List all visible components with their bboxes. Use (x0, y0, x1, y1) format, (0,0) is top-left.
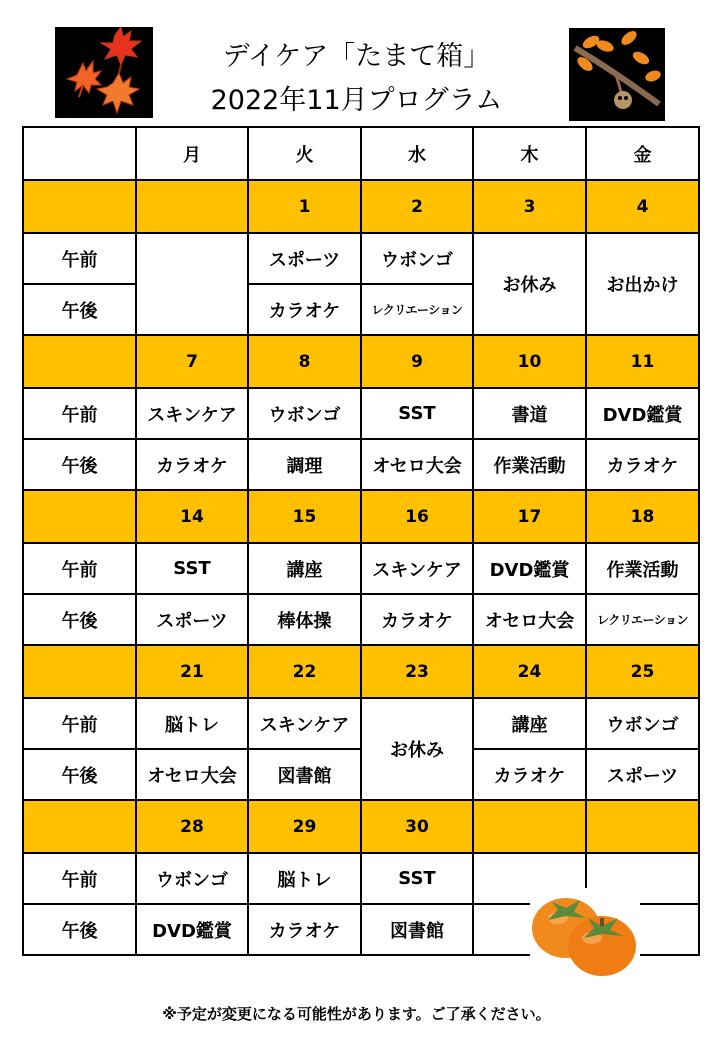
program-cell: お休み (361, 698, 473, 800)
program-cell: 図書館 (248, 749, 361, 800)
program-cell: カラオケ (248, 904, 361, 955)
date-row (23, 180, 699, 233)
program-cell: 作業活動 (473, 439, 586, 490)
am-label: 午前 (23, 388, 136, 439)
am-row (23, 233, 699, 284)
date-cell: 23 (361, 645, 473, 698)
am-label: 午前 (23, 233, 136, 284)
program-cell: 図書館 (361, 904, 473, 955)
day-header-thu: 木 (473, 127, 586, 180)
day-header-mon: 月 (136, 127, 248, 180)
program-cell: レクリエーション (361, 284, 473, 335)
am-label: 午前 (23, 543, 136, 594)
program-cell: オセロ大会 (136, 749, 248, 800)
date-cell (473, 800, 586, 853)
date-row (23, 800, 699, 853)
date-cell: 30 (361, 800, 473, 853)
program-cell: 講座 (248, 543, 361, 594)
program-cell: スキンケア (361, 543, 473, 594)
program-cell: お休み (473, 233, 586, 335)
pm-label: 午後 (23, 594, 136, 645)
weekday-header-row (23, 127, 699, 180)
date-cell: 25 (586, 645, 699, 698)
date-cell: 17 (473, 490, 586, 543)
program-cell: ウボンゴ (136, 853, 248, 904)
persimmon-icon (530, 888, 640, 980)
date-cell: 2 (361, 180, 473, 233)
program-cell: カラオケ (248, 284, 361, 335)
am-label: 午前 (23, 853, 136, 904)
date-cell: 16 (361, 490, 473, 543)
am-row (23, 543, 699, 594)
date-cell: 7 (136, 335, 248, 388)
date-cell: 8 (248, 335, 361, 388)
page-subtitle: 2022年11月プログラム (210, 85, 503, 116)
date-cell: 4 (586, 180, 699, 233)
program-cell: カラオケ (361, 594, 473, 645)
program-cell: スポーツ (248, 233, 361, 284)
date-label-cell (23, 490, 136, 543)
program-cell: カラオケ (586, 439, 699, 490)
date-cell: 29 (248, 800, 361, 853)
date-cell: 28 (136, 800, 248, 853)
date-row (23, 335, 699, 388)
date-cell: 21 (136, 645, 248, 698)
program-cell: ウボンゴ (586, 698, 699, 749)
pm-row (23, 594, 699, 645)
program-cell: スポーツ (136, 594, 248, 645)
program-cell: 書道 (473, 388, 586, 439)
program-cell: DVD鑑賞 (136, 904, 248, 955)
date-label-cell (23, 800, 136, 853)
date-cell: 24 (473, 645, 586, 698)
program-cell: ウボンゴ (248, 388, 361, 439)
program-cell: 講座 (473, 698, 586, 749)
date-cell: 10 (473, 335, 586, 388)
date-cell: 1 (248, 180, 361, 233)
date-cell: 3 (473, 180, 586, 233)
program-cell: お出かけ (586, 233, 699, 335)
program-cell: スキンケア (136, 388, 248, 439)
schedule-table (22, 126, 700, 956)
program-cell: オセロ大会 (473, 594, 586, 645)
am-row (23, 698, 699, 749)
date-row (23, 490, 699, 543)
date-cell: 18 (586, 490, 699, 543)
footer-note: ※予定が変更になる可能性があります。ご了承ください。 (162, 1005, 551, 1023)
date-label-cell (23, 645, 136, 698)
pm-label: 午後 (23, 439, 136, 490)
program-cell: レクリエーション (586, 594, 699, 645)
day-header-tue: 火 (248, 127, 361, 180)
program-cell: 脳トレ (248, 853, 361, 904)
program-cell: カラオケ (136, 439, 248, 490)
program-cell: カラオケ (473, 749, 586, 800)
pm-label: 午後 (23, 284, 136, 335)
program-cell: スポーツ (586, 749, 699, 800)
date-cell: 11 (586, 335, 699, 388)
date-row (23, 645, 699, 698)
day-header-fri: 金 (586, 127, 699, 180)
program-cell: SST (361, 853, 473, 904)
date-cell (136, 180, 248, 233)
program-cell: 棒体操 (248, 594, 361, 645)
program-cell (136, 233, 248, 335)
pm-label: 午後 (23, 904, 136, 955)
date-label-cell (23, 335, 136, 388)
date-cell: 9 (361, 335, 473, 388)
page-title: デイケア「たまて箱」 (222, 41, 491, 72)
branch-persimmon-icon (569, 28, 665, 121)
date-cell (586, 800, 699, 853)
program-cell: ウボンゴ (361, 233, 473, 284)
date-cell: 15 (248, 490, 361, 543)
program-cell: DVD鑑賞 (586, 388, 699, 439)
am-row (23, 388, 699, 439)
date-cell: 14 (136, 490, 248, 543)
program-cell: 脳トレ (136, 698, 248, 749)
day-header-wed: 水 (361, 127, 473, 180)
program-cell: スキンケア (248, 698, 361, 749)
date-label-cell (23, 180, 136, 233)
program-cell: 調理 (248, 439, 361, 490)
program-cell: 作業活動 (586, 543, 699, 594)
pm-row (23, 439, 699, 490)
pm-label: 午後 (23, 749, 136, 800)
program-cell: SST (361, 388, 473, 439)
program-cell: SST (136, 543, 248, 594)
date-cell: 22 (248, 645, 361, 698)
am-label: 午前 (23, 698, 136, 749)
program-cell: オセロ大会 (361, 439, 473, 490)
corner-cell (23, 127, 136, 180)
program-cell: DVD鑑賞 (473, 543, 586, 594)
maple-leaves-icon (55, 27, 153, 118)
